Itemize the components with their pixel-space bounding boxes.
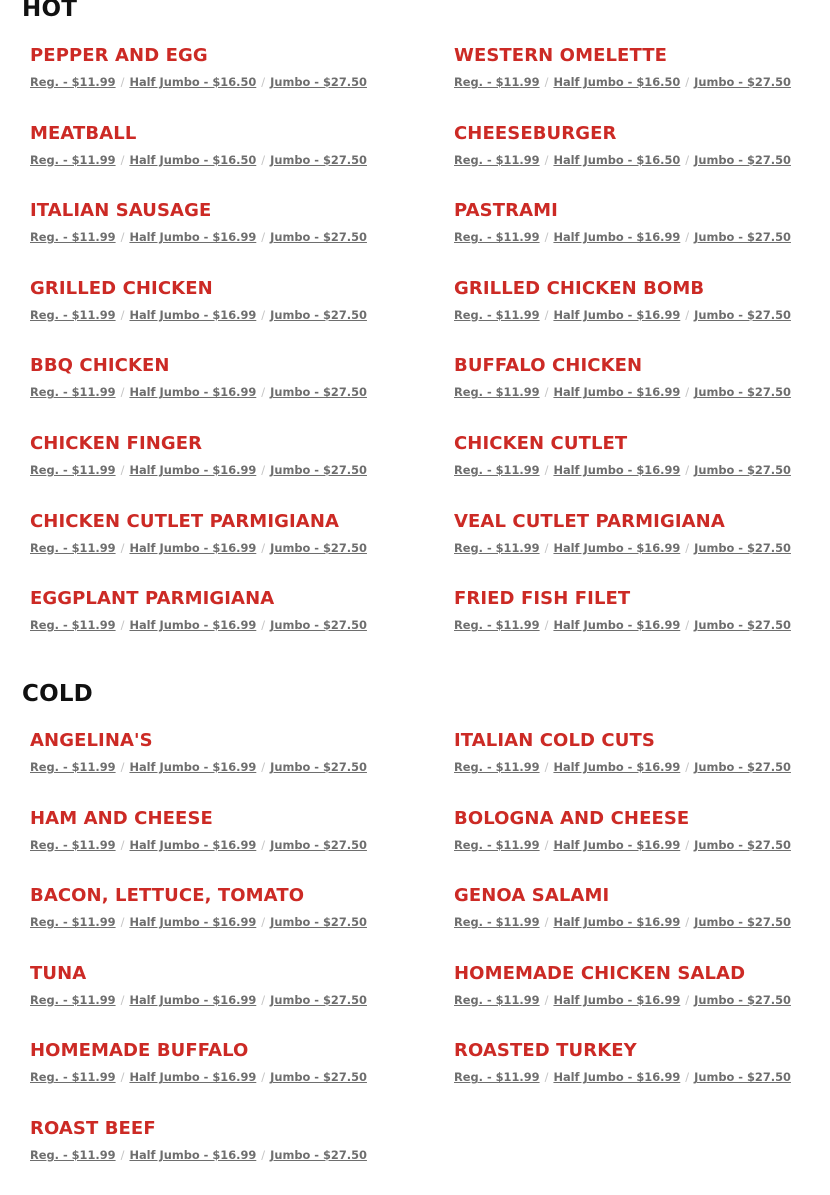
price-regular-link[interactable]: Reg. - $11.99 bbox=[30, 307, 116, 322]
menu-item-name: CHICKEN CUTLET PARMIGIANA bbox=[30, 510, 340, 532]
price-regular-link[interactable]: Reg. - $11.99 bbox=[454, 307, 540, 322]
price-options bbox=[30, 153, 454, 167]
price-regular-link[interactable]: Reg. - $11.99 bbox=[454, 618, 540, 633]
price-regular-link[interactable]: Reg. - $11.99 bbox=[30, 1147, 116, 1162]
price-options bbox=[454, 618, 820, 632]
menu-item-name: ROASTED TURKEY bbox=[454, 1040, 637, 1062]
price-regular-link[interactable]: Reg. - $11.99 bbox=[30, 152, 116, 167]
price-separator: / bbox=[544, 230, 549, 245]
price-options bbox=[454, 463, 820, 477]
menu-item-name: BUFFALO CHICKEN bbox=[454, 355, 643, 377]
section-title-cold: COLD bbox=[22, 681, 93, 707]
price-options bbox=[30, 760, 454, 774]
price-regular-link[interactable]: Reg. - $11.99 bbox=[30, 992, 116, 1007]
price-options bbox=[454, 993, 820, 1007]
price-regular-link[interactable]: Reg. - $11.99 bbox=[30, 837, 116, 852]
price-jumbo-link[interactable]: Jumbo - $27.50 bbox=[270, 462, 367, 477]
price-separator: / bbox=[120, 152, 125, 167]
price-regular-link[interactable]: Reg. - $11.99 bbox=[30, 618, 116, 633]
menu-item bbox=[30, 122, 454, 200]
price-jumbo-link[interactable]: Jumbo - $27.50 bbox=[694, 992, 791, 1007]
cold-menu-grid bbox=[30, 729, 820, 1195]
menu-item bbox=[30, 1117, 454, 1195]
price-regular-link[interactable]: Reg. - $11.99 bbox=[454, 385, 540, 400]
price-jumbo-link[interactable]: Jumbo - $27.50 bbox=[694, 540, 791, 555]
price-separator: / bbox=[544, 540, 549, 555]
menu-item bbox=[454, 44, 820, 122]
menu-item-name: BOLOGNA AND CHEESE bbox=[454, 807, 690, 829]
price-regular-link[interactable]: Reg. - $11.99 bbox=[30, 230, 116, 245]
price-separator: / bbox=[685, 75, 690, 89]
menu-item bbox=[30, 432, 454, 510]
price-separator: / bbox=[120, 540, 125, 555]
price-separator: / bbox=[261, 915, 266, 930]
price-jumbo-link[interactable]: Jumbo - $27.50 bbox=[694, 837, 791, 852]
price-options bbox=[30, 75, 454, 89]
menu-item bbox=[454, 729, 820, 807]
price-separator: / bbox=[120, 230, 125, 245]
price-half-jumbo-link[interactable]: Half Jumbo - $16.99 bbox=[129, 837, 257, 852]
price-separator: / bbox=[261, 307, 266, 322]
price-separator: / bbox=[685, 540, 690, 555]
menu-item-name: FRIED FISH FILET bbox=[454, 588, 631, 610]
price-jumbo-link[interactable]: Jumbo - $27.50 bbox=[270, 540, 367, 555]
menu-item bbox=[454, 962, 820, 1040]
price-jumbo-link[interactable]: Jumbo - $27.50 bbox=[270, 1070, 367, 1085]
price-separator: / bbox=[544, 760, 549, 774]
menu-item bbox=[30, 587, 454, 665]
price-separator: / bbox=[120, 992, 125, 1007]
price-half-jumbo-link[interactable]: Half Jumbo - $16.99 bbox=[553, 307, 681, 322]
price-regular-link[interactable]: Reg. - $11.99 bbox=[30, 462, 116, 477]
price-regular-link[interactable]: Reg. - $11.99 bbox=[454, 837, 540, 852]
menu-item-name: GRILLED CHICKEN bbox=[30, 277, 213, 299]
price-regular-link[interactable]: Reg. - $11.99 bbox=[30, 385, 116, 400]
price-jumbo-link[interactable]: Jumbo - $27.50 bbox=[270, 915, 367, 930]
price-separator: / bbox=[261, 992, 266, 1007]
price-half-jumbo-link[interactable]: Half Jumbo - $16.99 bbox=[553, 540, 681, 555]
menu-item-name: BACON, LETTUCE, TOMATO bbox=[30, 885, 305, 907]
menu-item-name: GENOA SALAMI bbox=[454, 885, 610, 907]
price-separator: / bbox=[685, 1070, 690, 1085]
price-half-jumbo-link[interactable]: Half Jumbo - $16.99 bbox=[553, 915, 681, 930]
menu-item bbox=[30, 277, 454, 355]
menu-item-name: VEAL CUTLET PARMIGIANA bbox=[454, 510, 725, 532]
price-jumbo-link[interactable]: Jumbo - $27.50 bbox=[270, 618, 367, 633]
menu-item bbox=[30, 1039, 454, 1117]
menu-item-name: HAM AND CHEESE bbox=[30, 807, 213, 829]
price-half-jumbo-link[interactable]: Half Jumbo - $16.99 bbox=[129, 230, 257, 245]
menu-item-name: GRILLED CHICKEN BOMB bbox=[454, 277, 705, 299]
menu-item bbox=[454, 354, 820, 432]
price-half-jumbo-link[interactable]: Half Jumbo - $16.99 bbox=[129, 307, 257, 322]
price-options bbox=[30, 230, 454, 244]
price-separator: / bbox=[120, 1147, 125, 1162]
menu-item-name: CHEESEBURGER bbox=[454, 122, 617, 144]
section-title-hot: HOT bbox=[22, 0, 78, 22]
price-separator: / bbox=[685, 915, 690, 930]
price-jumbo-link[interactable]: Jumbo - $27.50 bbox=[270, 837, 367, 852]
price-half-jumbo-link[interactable]: Half Jumbo - $16.99 bbox=[553, 1070, 681, 1085]
price-separator: / bbox=[261, 152, 266, 167]
menu-item bbox=[454, 587, 820, 665]
price-half-jumbo-link[interactable]: Half Jumbo - $16.50 bbox=[553, 152, 681, 167]
price-regular-link[interactable]: Reg. - $11.99 bbox=[454, 230, 540, 245]
menu-item bbox=[30, 199, 454, 277]
price-options bbox=[30, 838, 454, 852]
price-separator: / bbox=[120, 837, 125, 852]
price-half-jumbo-link[interactable]: Half Jumbo - $16.99 bbox=[129, 618, 257, 633]
price-jumbo-link[interactable]: Jumbo - $27.50 bbox=[694, 462, 791, 477]
price-jumbo-link[interactable]: Jumbo - $27.50 bbox=[270, 230, 367, 245]
price-jumbo-link[interactable]: Jumbo - $27.50 bbox=[270, 760, 367, 774]
price-jumbo-link[interactable]: Jumbo - $27.50 bbox=[694, 618, 791, 633]
price-separator: / bbox=[685, 385, 690, 400]
price-half-jumbo-link[interactable]: Half Jumbo - $16.99 bbox=[129, 385, 257, 400]
price-separator: / bbox=[120, 915, 125, 930]
price-half-jumbo-link[interactable]: Half Jumbo - $16.99 bbox=[129, 540, 257, 555]
menu-item bbox=[454, 122, 820, 200]
price-separator: / bbox=[685, 992, 690, 1007]
price-separator: / bbox=[261, 462, 266, 477]
price-half-jumbo-link[interactable]: Half Jumbo - $16.99 bbox=[553, 618, 681, 633]
price-options bbox=[454, 75, 820, 89]
price-separator: / bbox=[685, 618, 690, 633]
price-half-jumbo-link[interactable]: Half Jumbo - $16.50 bbox=[129, 75, 257, 89]
menu-item bbox=[30, 962, 454, 1040]
price-regular-link[interactable]: Reg. - $11.99 bbox=[30, 915, 116, 930]
price-jumbo-link[interactable]: Jumbo - $27.50 bbox=[694, 230, 791, 245]
menu-item bbox=[30, 884, 454, 962]
price-jumbo-link[interactable]: Jumbo - $27.50 bbox=[694, 152, 791, 167]
price-regular-link[interactable]: Reg. - $11.99 bbox=[454, 152, 540, 167]
price-half-jumbo-link[interactable]: Half Jumbo - $16.99 bbox=[129, 462, 257, 477]
price-separator: / bbox=[120, 75, 125, 89]
price-regular-link[interactable]: Reg. - $11.99 bbox=[454, 992, 540, 1007]
price-options bbox=[454, 1070, 820, 1084]
price-jumbo-link[interactable]: Jumbo - $27.50 bbox=[270, 992, 367, 1007]
price-separator: / bbox=[544, 152, 549, 167]
price-options bbox=[454, 760, 820, 774]
menu-item-name: CHICKEN CUTLET bbox=[454, 432, 628, 454]
menu-item-name: ITALIAN SAUSAGE bbox=[30, 200, 212, 222]
menu-item bbox=[454, 884, 820, 962]
price-separator: / bbox=[544, 75, 549, 89]
price-jumbo-link[interactable]: Jumbo - $27.50 bbox=[694, 1070, 791, 1085]
price-separator: / bbox=[544, 1070, 549, 1085]
price-half-jumbo-link[interactable]: Half Jumbo - $16.99 bbox=[553, 385, 681, 400]
price-regular-link[interactable]: Reg. - $11.99 bbox=[454, 915, 540, 930]
menu-item-name: HOMEMADE BUFFALO bbox=[30, 1040, 249, 1062]
price-options bbox=[30, 993, 454, 1007]
price-options bbox=[30, 385, 454, 399]
price-regular-link[interactable]: Reg. - $11.99 bbox=[30, 1070, 116, 1085]
menu-item bbox=[30, 44, 454, 122]
menu-item bbox=[454, 510, 820, 588]
price-options bbox=[30, 1148, 454, 1162]
menu-item bbox=[454, 277, 820, 355]
menu-item-name: ROAST BEEF bbox=[30, 1117, 156, 1139]
price-regular-link[interactable]: Reg. - $11.99 bbox=[454, 1070, 540, 1085]
price-separator: / bbox=[120, 462, 125, 477]
price-half-jumbo-link[interactable]: Half Jumbo - $16.99 bbox=[553, 837, 681, 852]
price-options bbox=[454, 541, 820, 555]
price-regular-link[interactable]: Reg. - $11.99 bbox=[30, 75, 116, 89]
menu-item-name: WESTERN OMELETTE bbox=[454, 45, 668, 66]
price-separator: / bbox=[544, 307, 549, 322]
price-separator: / bbox=[685, 152, 690, 167]
price-separator: / bbox=[261, 540, 266, 555]
price-regular-link[interactable]: Reg. - $11.99 bbox=[454, 760, 540, 774]
price-separator: / bbox=[120, 1070, 125, 1085]
price-separator: / bbox=[261, 1147, 266, 1162]
price-options bbox=[454, 153, 820, 167]
price-separator: / bbox=[261, 385, 266, 400]
menu-item-name: CHICKEN FINGER bbox=[30, 432, 203, 454]
price-separator: / bbox=[544, 618, 549, 633]
price-regular-link[interactable]: Reg. - $11.99 bbox=[30, 760, 116, 774]
price-jumbo-link[interactable]: Jumbo - $27.50 bbox=[270, 1147, 367, 1162]
price-half-jumbo-link[interactable]: Half Jumbo - $16.50 bbox=[129, 152, 257, 167]
price-jumbo-link[interactable]: Jumbo - $27.50 bbox=[270, 385, 367, 400]
price-jumbo-link[interactable]: Jumbo - $27.50 bbox=[694, 75, 791, 89]
price-options bbox=[30, 1070, 454, 1084]
price-half-jumbo-link[interactable]: Half Jumbo - $16.99 bbox=[129, 992, 257, 1007]
price-jumbo-link[interactable]: Jumbo - $27.50 bbox=[694, 307, 791, 322]
price-separator: / bbox=[685, 462, 690, 477]
price-separator: / bbox=[120, 760, 125, 774]
menu-item-name: BBQ CHICKEN bbox=[30, 355, 170, 377]
price-jumbo-link[interactable]: Jumbo - $27.50 bbox=[694, 385, 791, 400]
price-half-jumbo-link[interactable]: Half Jumbo - $16.50 bbox=[553, 75, 681, 89]
menu-item-name: ANGELINA'S bbox=[30, 730, 153, 751]
price-separator: / bbox=[261, 837, 266, 852]
menu-item-name: MEATBALL bbox=[30, 122, 137, 144]
menu-item-name: PASTRAMI bbox=[454, 200, 558, 222]
price-options bbox=[30, 541, 454, 555]
price-separator: / bbox=[544, 915, 549, 930]
price-separator: / bbox=[261, 760, 266, 774]
price-separator: / bbox=[261, 230, 266, 245]
price-separator: / bbox=[544, 462, 549, 477]
price-half-jumbo-link[interactable]: Half Jumbo - $16.99 bbox=[553, 760, 681, 774]
price-options bbox=[454, 308, 820, 322]
price-options bbox=[454, 838, 820, 852]
price-half-jumbo-link[interactable]: Half Jumbo - $16.99 bbox=[553, 992, 681, 1007]
menu-item-name: EGGPLANT PARMIGIANA bbox=[30, 588, 275, 610]
price-options bbox=[30, 308, 454, 322]
price-separator: / bbox=[261, 75, 266, 89]
price-jumbo-link[interactable]: Jumbo - $27.50 bbox=[694, 915, 791, 930]
hot-menu-grid bbox=[30, 44, 820, 665]
price-separator: / bbox=[120, 618, 125, 633]
price-options bbox=[30, 463, 454, 477]
menu-item-name: PEPPER AND EGG bbox=[30, 45, 208, 66]
price-separator: / bbox=[685, 837, 690, 852]
menu-item bbox=[30, 807, 454, 885]
price-separator: / bbox=[120, 307, 125, 322]
price-half-jumbo-link[interactable]: Half Jumbo - $16.99 bbox=[129, 1070, 257, 1085]
price-options bbox=[454, 230, 820, 244]
menu-item-name: TUNA bbox=[30, 962, 87, 984]
price-half-jumbo-link[interactable]: Half Jumbo - $16.99 bbox=[129, 1147, 257, 1162]
price-half-jumbo-link[interactable]: Half Jumbo - $16.99 bbox=[129, 915, 257, 930]
menu-item bbox=[454, 199, 820, 277]
price-separator: / bbox=[685, 307, 690, 322]
price-jumbo-link[interactable]: Jumbo - $27.50 bbox=[270, 75, 367, 89]
price-half-jumbo-link[interactable]: Half Jumbo - $16.99 bbox=[553, 230, 681, 245]
price-regular-link[interactable]: Reg. - $11.99 bbox=[30, 540, 116, 555]
price-jumbo-link[interactable]: Jumbo - $27.50 bbox=[270, 307, 367, 322]
price-jumbo-link[interactable]: Jumbo - $27.50 bbox=[694, 760, 791, 774]
price-half-jumbo-link[interactable]: Half Jumbo - $16.99 bbox=[129, 760, 257, 774]
price-separator: / bbox=[544, 992, 549, 1007]
price-regular-link[interactable]: Reg. - $11.99 bbox=[454, 75, 540, 89]
price-options bbox=[30, 618, 454, 632]
menu-item-name: ITALIAN COLD CUTS bbox=[454, 730, 655, 751]
menu-item bbox=[30, 510, 454, 588]
price-options bbox=[30, 915, 454, 929]
price-half-jumbo-link[interactable]: Half Jumbo - $16.99 bbox=[553, 462, 681, 477]
menu-item-name: HOMEMADE CHICKEN SALAD bbox=[454, 962, 746, 984]
price-jumbo-link[interactable]: Jumbo - $27.50 bbox=[270, 152, 367, 167]
price-separator: / bbox=[544, 385, 549, 400]
price-options bbox=[454, 385, 820, 399]
price-separator: / bbox=[685, 230, 690, 245]
menu-item bbox=[30, 354, 454, 432]
price-separator: / bbox=[544, 837, 549, 852]
price-separator: / bbox=[120, 385, 125, 400]
menu-item bbox=[30, 729, 454, 807]
price-separator: / bbox=[685, 760, 690, 774]
menu-item bbox=[454, 807, 820, 885]
price-regular-link[interactable]: Reg. - $11.99 bbox=[454, 462, 540, 477]
price-separator: / bbox=[261, 1070, 266, 1085]
price-options bbox=[454, 915, 820, 929]
menu-item bbox=[454, 432, 820, 510]
menu-item bbox=[454, 1039, 820, 1117]
price-separator: / bbox=[261, 618, 266, 633]
price-regular-link[interactable]: Reg. - $11.99 bbox=[454, 540, 540, 555]
